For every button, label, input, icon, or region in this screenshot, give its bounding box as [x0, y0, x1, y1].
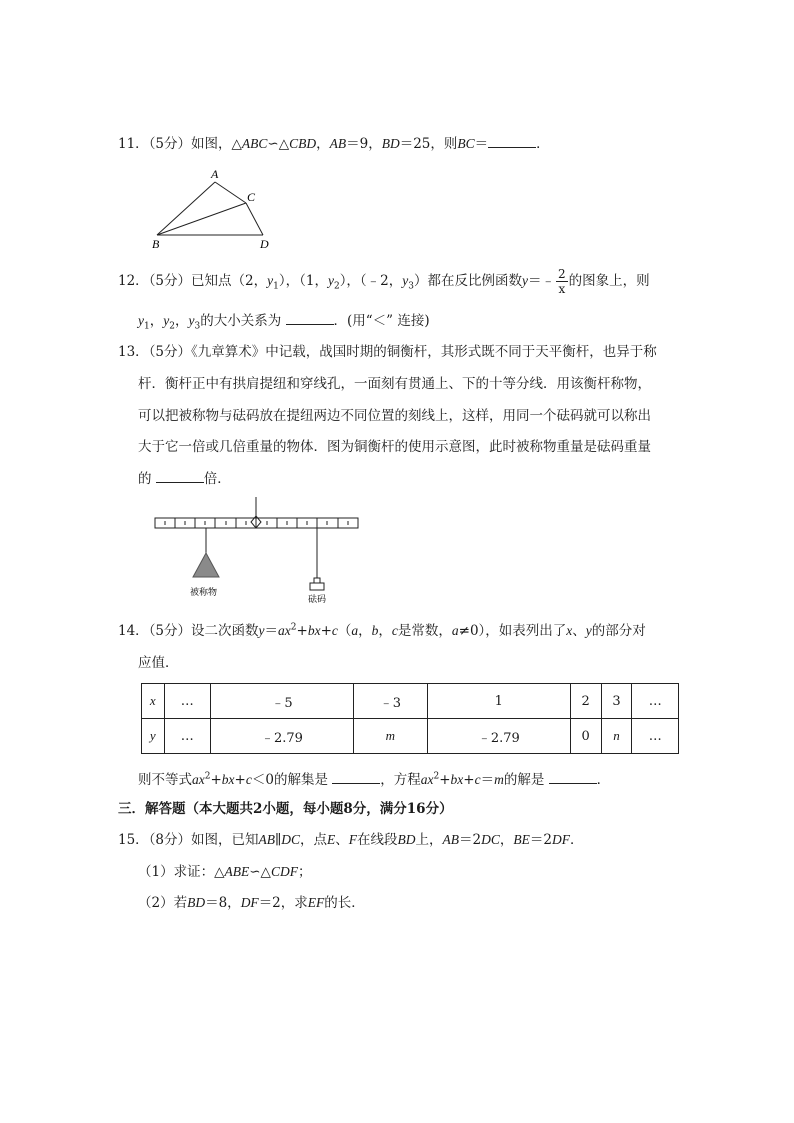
q14-seg: ＝ — [264, 623, 279, 639]
q14-seg: 则不等式 — [138, 772, 192, 788]
q11-seg: ＝25，则 — [399, 136, 458, 152]
q15-seg: 上， — [415, 832, 443, 848]
table-cell: … — [164, 684, 211, 719]
q14-seg: 设二次函数 — [191, 623, 259, 639]
q12-seg: 已知点（2， — [191, 273, 268, 289]
q14-seg: ． — [596, 772, 611, 788]
q12-seg: ）都在反比例函数 — [414, 273, 523, 289]
q14-seg: c — [391, 623, 398, 638]
q14-seg: ax — [420, 772, 434, 787]
fraction-denominator: x — [558, 282, 566, 296]
q15-line1 — [118, 830, 584, 850]
q14-answer-blank-1[interactable] — [332, 769, 380, 784]
q12-seg: 3 — [408, 281, 415, 292]
fraction-numerator: 2 — [558, 267, 566, 281]
q12-seg: 1 — [273, 281, 279, 292]
q13-line5 — [138, 468, 231, 489]
q11-score: （5分） — [148, 136, 192, 152]
q15-seg: ＝2，求 — [258, 895, 308, 911]
q15-seg: ＝2 — [529, 832, 552, 848]
q12-seg: y — [188, 313, 195, 328]
q12-seg: 2 — [333, 281, 340, 292]
q12-seg: ， — [149, 313, 164, 329]
q13-seg: 的 — [138, 471, 152, 487]
q15-seg: ∽△ — [249, 864, 271, 880]
q14-seg: ＜0的解集是 — [251, 772, 328, 788]
q14-seg: ＝ — [480, 772, 495, 788]
q14-line1 — [118, 621, 646, 641]
q14-number: 14． — [118, 623, 149, 639]
q12-seg: ．(用“＜” 连接) — [333, 313, 430, 329]
q15-seg: DF — [240, 895, 259, 910]
q12-line1 — [118, 266, 650, 296]
q14-seg: a — [451, 623, 459, 638]
q15-seg: 的长． — [324, 895, 365, 911]
q11-triangle-figure — [140, 165, 290, 253]
q15-seg: BD — [397, 832, 416, 847]
q14-seg: bx — [450, 772, 464, 787]
q14-seg: 2 — [290, 622, 297, 633]
q14-seg: + — [463, 772, 475, 788]
q13-line4: 大于它一倍或几倍重量的物体．图为铜衡杆的使用示意图，此时被称物重量是砝码重量 — [138, 439, 651, 455]
q11-number: 11． — [118, 136, 149, 152]
q14-seg: ， — [358, 623, 372, 639]
table-cell: … — [632, 684, 679, 719]
q12-seg: ），（﹣2， — [339, 273, 403, 289]
q12-seg: 3 — [194, 321, 201, 332]
q14-seg: 的解是 — [503, 772, 545, 788]
q14-seg: 2 — [204, 771, 211, 782]
q12-seg: 1 — [144, 321, 150, 332]
q14-seg: c — [245, 772, 252, 787]
q14-seg: x — [566, 623, 573, 638]
q14-seg: c — [474, 772, 481, 787]
edge-cd — [246, 203, 263, 235]
q11-seg: ABC — [241, 136, 268, 151]
q15-seg: BD — [187, 895, 206, 910]
q11-seg: ＝ — [474, 136, 489, 152]
q14-seg: + — [296, 623, 308, 639]
q15-part1 — [138, 862, 311, 882]
q15-seg: （2）若 — [138, 895, 188, 911]
q14-seg: b — [371, 623, 379, 638]
q14-answer-blank-2[interactable] — [549, 769, 597, 784]
q12-seg: 的图象上，则 — [568, 273, 650, 289]
q14-seg: ax — [278, 623, 291, 638]
table-cell: 2 — [570, 684, 601, 719]
q12-seg: ＝﹣ — [528, 273, 556, 289]
table-cell: ﹣2.79 — [427, 719, 570, 754]
q14-score: （5分） — [148, 623, 192, 639]
q14-seg: + — [320, 623, 332, 639]
q12-seg: y — [267, 273, 274, 288]
q15-seg: 、 — [335, 832, 349, 848]
q14-seg: ax — [192, 772, 205, 787]
q12-fraction — [556, 267, 568, 296]
q11-seg: ＝9， — [346, 136, 382, 152]
q12-answer-blank[interactable] — [286, 310, 334, 325]
q14-seg: + — [234, 772, 246, 788]
q13-line3: 可以把被称物与砝码放在提纽两边不同位置的刻线上，这样，用同一个砝码就可以称出 — [138, 408, 651, 424]
table-cell: ﹣3 — [353, 684, 427, 719]
q12-seg: y — [522, 273, 529, 288]
q14-seg: （ — [337, 623, 352, 639]
q14-seg: + — [439, 772, 451, 788]
q15-seg: E — [327, 832, 336, 847]
q11-seg: ， — [316, 136, 330, 152]
q15-seg: ABE — [224, 864, 250, 879]
q14-seg: bx — [221, 772, 235, 787]
q15-seg: 如图，已知 — [191, 832, 259, 848]
q14-seg: m — [494, 772, 504, 787]
table-cell: m — [353, 719, 427, 754]
q15-seg: AB — [258, 832, 276, 847]
q13-line2: 杆．衡杆正中有拱肩提纽和穿线孔，一面刻有贯通上、下的十等分线．用该衡杆称物， — [138, 376, 651, 392]
q15-seg: DF — [552, 832, 570, 847]
q14-value-table — [141, 683, 679, 754]
section-3-heading: 三．解答题（本大题共2小题，每小题8分，满分16分） — [118, 801, 453, 817]
q12-seg: ），（1， — [278, 273, 328, 289]
q13-score: （5分） — [148, 344, 192, 360]
q15-seg: （1）求证：△ — [138, 864, 225, 880]
q13-line1 — [118, 342, 657, 362]
q15-seg: CDF — [270, 864, 298, 879]
q15-seg: F — [348, 832, 358, 847]
q14-line2: 应值． — [138, 655, 179, 671]
table-cell: … — [164, 719, 211, 754]
q11-seg: ． — [536, 136, 550, 152]
edge-ba — [157, 182, 215, 235]
table-cell: ﹣5 — [211, 684, 354, 719]
q12-seg: 2 — [169, 321, 175, 332]
q14-seg: 2 — [433, 771, 440, 782]
q15-seg: ＝2 — [459, 832, 482, 848]
table-cell: ﹣2.79 — [211, 719, 354, 754]
q15-seg: EF — [307, 895, 325, 910]
q15-seg: AB — [442, 832, 460, 847]
table-cell: x — [142, 684, 165, 719]
q14-seg: c — [331, 623, 338, 638]
q14-seg: y — [258, 623, 265, 638]
q11-seg: BC — [457, 136, 475, 151]
q12-line2 — [138, 310, 430, 331]
weight-top — [314, 578, 320, 583]
q15-seg: DC — [281, 832, 301, 847]
edge-ac — [215, 182, 246, 203]
weight-label: 砝码 — [308, 594, 327, 604]
q13-seg: 倍． — [203, 471, 231, 487]
edge-bc — [157, 203, 246, 235]
q11-seg: ∽△ — [267, 136, 290, 152]
q14-seg: + — [210, 772, 222, 788]
q12-seg: y — [163, 313, 170, 328]
label-a: A — [211, 167, 219, 181]
weight-base — [310, 583, 324, 590]
label-c: C — [247, 190, 256, 204]
q14-seg: bx — [307, 623, 321, 638]
q13-balance-figure — [150, 495, 365, 607]
q15-seg: ； — [297, 864, 312, 880]
q12-seg: y — [138, 313, 144, 328]
table-cell: 1 — [427, 684, 570, 719]
q11-answer-blank[interactable] — [488, 133, 536, 148]
table-row — [142, 719, 679, 754]
q15-seg: ， — [499, 832, 514, 848]
table-cell: 3 — [601, 684, 632, 719]
q14-line3 — [138, 769, 610, 790]
q13-answer-blank[interactable] — [156, 468, 204, 483]
q14-seg: 的部分对 — [591, 623, 646, 639]
q11-seg: CBD — [289, 136, 317, 151]
label-b: B — [152, 237, 160, 251]
q12-seg: y — [402, 273, 409, 288]
q14-seg: y — [585, 623, 592, 638]
table-cell: n — [601, 719, 632, 754]
q13-seg: 《九章算术》中记载，战国时期的铜衡杆，其形式既不同于天平衡杆，也异于称 — [191, 344, 657, 360]
table-row — [142, 684, 679, 719]
q12-number: 12． — [118, 273, 149, 289]
q12-score: （5分） — [148, 273, 192, 289]
q14-seg: ，方程 — [380, 772, 421, 788]
q14-seg: ， — [378, 623, 392, 639]
q12-seg: y — [327, 273, 334, 288]
q15-seg: BE — [513, 832, 530, 847]
object-label: 被称物 — [190, 587, 218, 597]
object-triangle — [193, 553, 219, 577]
q15-seg: DC — [481, 832, 500, 847]
label-d: D — [260, 237, 269, 251]
q15-seg: ，点 — [300, 832, 328, 848]
q15-seg: ． — [570, 832, 584, 848]
table-cell: … — [632, 719, 679, 754]
q14-seg: 、 — [572, 623, 586, 639]
q11-seg: BD — [381, 136, 400, 151]
q12-seg: ， — [174, 313, 189, 329]
q11-seg: 如图，△ — [191, 136, 242, 152]
q14-seg: a — [351, 623, 359, 638]
q12-seg: 的大小关系为 — [200, 313, 282, 329]
q15-seg: ∥ — [275, 832, 282, 848]
q15-seg: 在线段 — [357, 832, 398, 848]
q15-part2 — [138, 893, 365, 913]
table-cell: y — [142, 719, 165, 754]
q14-seg: 是常数， — [397, 623, 452, 639]
q15-number: 15． — [118, 832, 149, 848]
q14-seg: ≠0），如表列出了 — [458, 623, 567, 639]
q15-seg: ＝8， — [205, 895, 241, 911]
q11-seg: AB — [329, 136, 347, 151]
table-cell: 0 — [570, 719, 601, 754]
q13-number: 13． — [118, 344, 149, 360]
q11-text — [118, 133, 550, 154]
q15-score: （8分） — [148, 832, 192, 848]
